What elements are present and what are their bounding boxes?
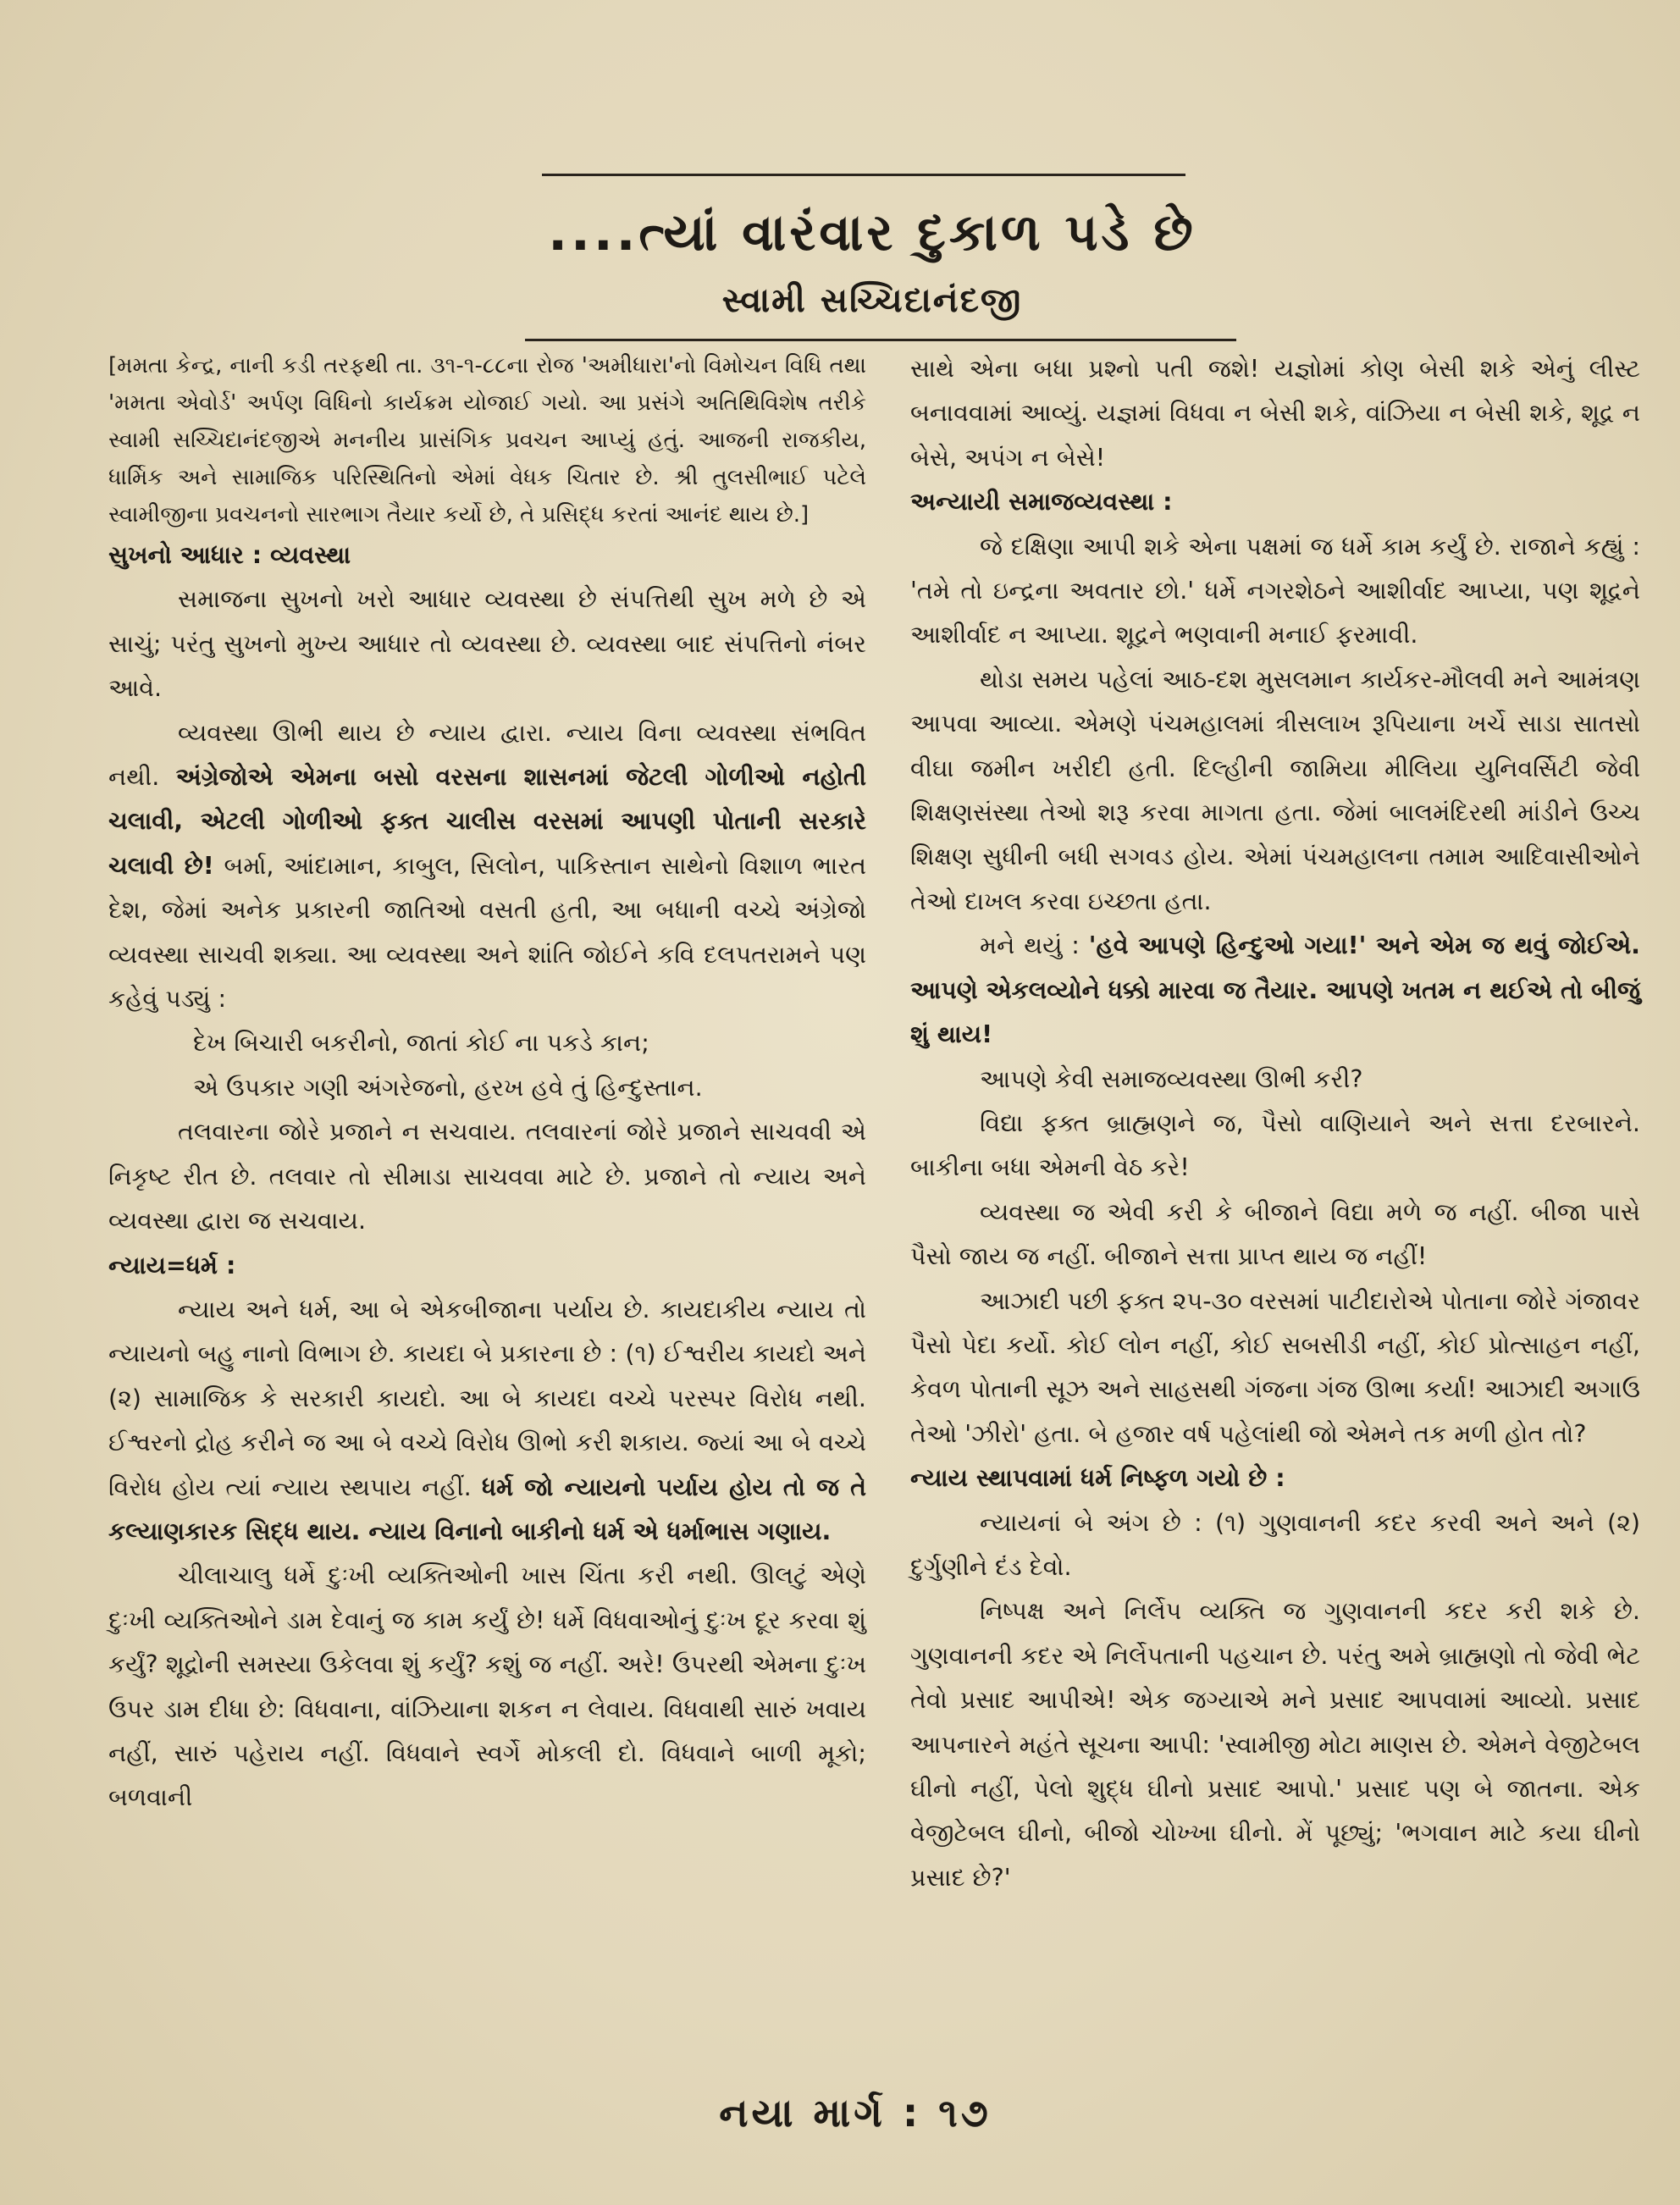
article-author: સ્વામી સચ્ચિદાનંદજી [721,281,1023,320]
section-heading-sukh: સુખનો આધાર : વ્યવસ્થા [108,541,351,569]
paragraph: થોડા સમય પહેલાં આઠ-દશ મુસલમાન કાર્યકર-મૌલવી મને આમંત્રણ આપવા આવ્યા. એમણે પંચમહાલમાં ત્રીસલાખ રૂપિયાના ખર્ચે સાડા સાતસો વીઘા જમીન ખરીદી હતી. દિલ્હીની જામિયા મીલિયા યુનિવર્સિટી જેવી શિક્ષણસંસ્થા તેઓ શરૂ કરવા માગતા હતા. જેમાં બાલમંદિરથી માંડીને ઉચ્ચ શિક્ષણ સુધીની બધી સગવડ હોય. એમાં પંચમહાલના તમામ આદિવાસીઓને તેઓ દાખલ કરવા ઇચ્છતા હતા. [910,665,1640,915]
right-column [910,347,1640,1900]
paragraph: આઝાદી પછી ફક્ત ૨૫-૩૦ વરસમાં પાટીદારોએ પોતાના જોરે ગંજાવર પૈસો પેદા કર્યો. કોઈ લોન નહીં, કોઈ સબસીડી નહીં, કોઈ પ્રોત્સાહન નહીં, કેવળ પોતાની સૂઝ અને સાહસથી ગંજના ગંજ ઊભા કર્યા! આઝાદી અગાઉ તેઓ 'ઝીરો' હતા. બે હજાર વર્ષ પહેલાંથી જો એમને તક મળી હોત તો? [910,1286,1640,1448]
page-footer: નયા માર્ગ : ૧૭ [719,2090,992,2136]
paragraph [108,1288,866,1554]
title-top-rule [542,174,1185,176]
paragraph: સમાજના સુખનો ખરો આધાર વ્યવસ્થા છે સંપત્તિથી સુખ મળે છે એ સાચું; પરંતુ સુખનો મુખ્ય આધાર તો વ્યવસ્થા છે. વ્યવસ્થા બાદ સંપત્તિનો નંબર આવે. [108,585,866,703]
paragraph: સાથે એના બધા પ્રશ્નો પતી જશે! યજ્ઞોમાં કોણ બેસી શકે એનું લીસ્ટ બનાવવામાં આવ્યું. યજ્ઞમાં વિધવા ન બેસી શકે, વાંઝિયા ન બેસી શકે, શૂદ્ર ન બેસે, અપંગ ન બેસે! [910,355,1640,472]
section-heading-nishfal: ન્યાય સ્થાપવામાં ધર્મ નિષ્ફળ ગયો છે : [910,1464,1285,1493]
paragraph [910,924,1640,1057]
paragraph: નિષ્પક્ષ અને નિર્લેપ વ્યક્તિ જ ગુણવાનની કદર કરી શકે છે. ગુણવાનની કદર એ નિર્લેપતાની પહચાન છે. પરંતુ અમે બ્રાહ્મણો તો જેવી ભેટ તેવો પ્રસાદ આપીએ! એક જગ્યાએ મને પ્રસાદ આપવામાં આવ્યો. પ્રસાદ આપનારને મહંતે સૂચના આપી: 'સ્વામીજી મોટા માણસ છે. એમને વેજીટેબલ ઘીનો નહીં, પેલો શુદ્ધ ઘીનો પ્રસાદ આપો.' પ્રસાદ પણ બે જાતના. એક વેજીટેબલ ઘીનો, બીજો ચોખ્ખા ઘીનો. મેં પૂછ્યું; 'ભગવાન માટે કયા ઘીનો પ્રસાદ છે?' [910,1597,1640,1892]
intro-note: [મમતા કેન્દ્ર, નાની કડી તરફથી તા. ૩૧-૧-૮૮ના રોજ 'અમીધારા'નો વિમોચન વિધિ તથા 'મમતા એવોર્ડ' અર્પણ વિધિનો કાર્યક્રમ યોજાઈ ગયો. આ પ્રસંગે અતિથિવિશેષ તરીકે સ્વામી સચ્ચિદાનંદજીએ મનનીય પ્રાસંગિક પ્રવચન આપ્યું હતું. આજની રાજકીય, ધાર્મિક અને સામાજિક પરિસ્થિતિનો એમાં વેધક ચિતાર છે. શ્રી તુલસીભાઈ પટેલે સ્વામીજીના પ્રવચનનો સારભાગ તૈયાર કર્યો છે, તે પ્રસિદ્ધ કરતાં આનંદ થાય છે.] [108,353,866,528]
section-heading-nyay-dharm: ન્યાય=ધર્મ : [108,1251,236,1279]
paragraph-text: ન્યાય અને ધર્મ, આ બે એકબીજાના પર્યાય છે. કાયદાકીય ન્યાય તો ન્યાયનો બહુ નાનો વિભાગ છે. કાયદા બે પ્રકારના છે : (૧) ઈશ્વરીય કાયદો અને (૨) સામાજિક કે સરકારી કાયદો. આ બે કાયદા વચ્ચે પરસ્પર વિરોધ નથી. ઈશ્વરનો દ્રોહ કરીને જ આ બે વચ્ચે વિરોધ ઊભો કરી શકાય. જ્યાં આ બે વચ્ચે વિરોધ હોય ત્યાં ન્યાય સ્થપાય નહીં. [108,1295,866,1501]
title-bottom-rule [525,339,1236,341]
paragraph: ચીલાચાલુ ધર્મે દુઃખી વ્યક્તિઓની ખાસ ચિંતા કરી નથી. ઊલટું એણે દુઃખી વ્યક્તિઓને ડામ દેવાનું જ કામ કર્યું છે! ધર્મે વિધવાઓનું દુઃખ દૂર કરવા શું કર્યું? શૂદ્રોની સમસ્યા ઉકેલવા શું કર્યું? કશું જ નહીં. અરે! ઉપરથી એમના દુઃખ ઉપર ડામ દીધા છે: વિધવાના, વાંઝિયાના શકન ન લેવાય. વિધવાથી સારું ખવાય નહીં, સારું પહેરાય નહીં. વિધવાને સ્વર્ગે મોકલી દો. વિધવાને બાળી મૂકો; બળવાની [108,1561,866,1812]
paragraph: આપણે કેવી સમાજવ્યવસ્થા ઊભી કરી? [980,1064,1363,1093]
paragraph: જે દક્ષિણા આપી શકે એના પક્ષમાં જ ધર્મે કામ કર્યું છે. રાજાને કહ્યું : 'તમે તો ઇન્દ્રના અવતાર છો.' ધર્મે નગરશેઠને આશીર્વાદ આપ્યા, પણ શૂદ્રને આશીર્વાદ ન આપ્યા. શૂદ્રને ભણવાની મનાઈ ફરમાવી. [910,532,1640,649]
emphasis-text: ધર્મ જો ન્યાયનો પર્યાય હોય તો જ તે કલ્યાણકારક સિદ્ધ થાય. ન્યાય વિનાનો બાકીનો ધર્મ એ ધર્માભાસ ગણાય. [108,1473,866,1545]
emphasis-text: અંગ્રેજોએ એમના બસો વરસના શાસનમાં જેટલી ગોળીઓ નહોતી ચલાવી, એટલી ગોળીઓ ફક્ત ચાલીસ વરસમાં આપણી પોતાની સરકારે ચલાવી છે! [108,763,866,880]
poem-line: એ ઉપકાર ગણી અંગરેજનો, હરખ હવે તું હિન્દુસ્તાન. [193,1073,703,1102]
paragraph: વિદ્યા ફક્ત બ્રાહ્મણને જ, પૈસો વાણિયાને અને સત્તા દરબારને. બાકીના બધા એમની વેઠ કરે! [910,1108,1640,1182]
paragraph-text: વ્યવસ્થા ઊભી થાય છે ન્યાય દ્વારા. ન્યાય વિના વ્યવસ્થા સંભવિત નથી. [108,718,866,792]
paragraph: તલવારના જોરે પ્રજાને ન સચવાય. તલવારનાં જોરે પ્રજાને સાચવવી એ નિકૃષ્ટ રીત છે. તલવાર તો સીમાડા સાચવવા માટે છે. પ્રજાને તો ન્યાય અને વ્યવસ્થા દ્વારા જ સચવાય. [108,1118,866,1235]
paragraph-text: મને થયું : [980,931,1080,960]
article-title: ....ત્યાં વારંવાર દુકાળ પડે છે [548,203,1196,262]
paragraph [108,711,866,1022]
paragraph: ન્યાયનાં બે અંગ છે : (૧) ગુણવાનની કદર કરવી અને અને (૨) દુર્ગુણીને દંડ દેવો. [910,1508,1640,1581]
section-heading-anyayi: અન્યાયી સમાજવ્યવસ્થા : [910,488,1173,517]
emphasis-text: 'હવે આપણે હિન્દુઓ ગયા!' અને એમ જ થવું જોઈએ. આપણે એકલવ્યોને ધક્કો મારવા જ તૈયાર. આપણે ખતમ ન થઈએ તો બીજું શું થાય! [910,931,1640,1049]
left-column [108,347,866,1821]
paragraph-text: બર્મા, આંદામાન, કાબુલ, સિલોન, પાકિસ્તાન સાથેનો વિશાળ ભારત દેશ, જેમાં અનેક પ્રકારની જાતિઓ વસતી હતી, આ બધાની વચ્ચે અંગ્રેજો વ્યવસ્થા સાચવી શક્યા. આ વ્યવસ્થા અને શાંતિ જોઈને કવિ દલપતરામને પણ કહેવું પડ્યું : [108,851,867,1014]
paragraph: વ્યવસ્થા જ એવી કરી કે બીજાને વિદ્યા મળે જ નહીં. બીજા પાસે પૈસો જાય જ નહીં. બીજાને સત્તા પ્રાપ્ત થાય જ નહીં! [910,1197,1640,1271]
poem-line: દેખ બિચારી બકરીનો, જાતાં કોઈ ના પકડે કાન; [193,1029,649,1058]
